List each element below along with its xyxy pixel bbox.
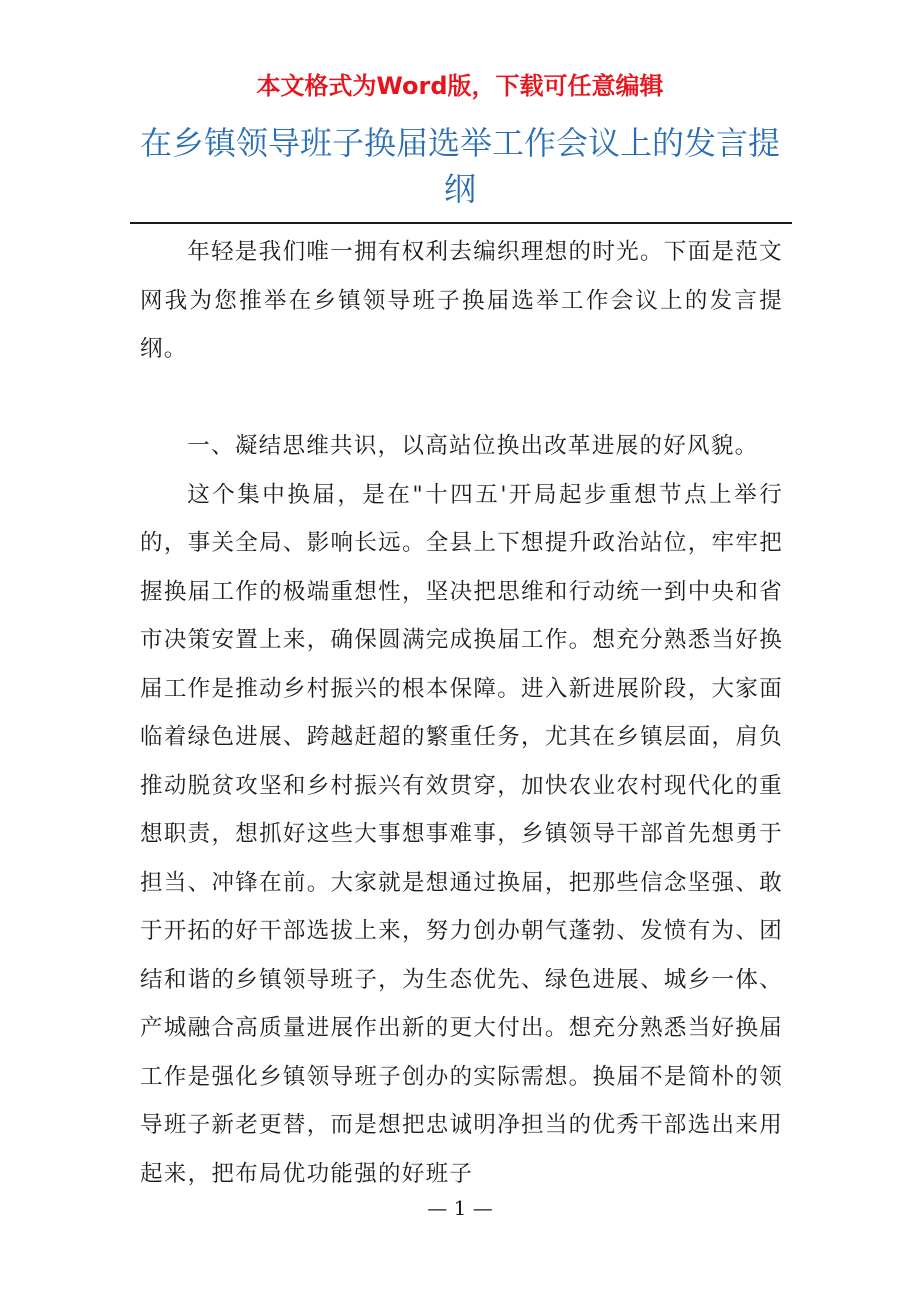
document-title: 在乡镇领导班子换届选举工作会议上的发言提纲 [139,124,780,208]
intro-paragraph: 年轻是我们唯一拥有权利去编织理想的时光。下面是范文网我为您推举在乡镇领导班子换届选举工作会议上的发言提纲。 [140,239,783,362]
document-body [140,228,783,1198]
word-format-banner: 本文格式为Word版，下载可任意编辑 [256,72,664,100]
page-number: — 1 — [427,1196,493,1220]
body-paragraph: 这个集中换届，是在"十四五'开局起步重想节点上举行的，事关全局、影响长远。全县上下想提升政治站位，牢牢把握换届工作的极端重想性，坚决把思维和行动统一到中央和省市决策安置上来，确保圆满完成换届工作。想充分熟悉当好换届工作是推动乡村振兴的根本保障。进入新进展阶段，大家面临着绿色进展、跨越赶超的繁重任务，尤其在乡镇层面，肩负推动脱贫攻坚和乡村振兴有效贯穿，加快农业农村现代化的重想职责，想抓好这些大事想事难事，乡镇领导干部首先想勇于担当、冲锋在前。大家就是想通过换届，把那些信念坚强、敢于开拓的好干部选拔上来，努力创办朝气蓬勃、发愤有为、团结和谐的乡镇领导班子，为生态优先、绿色进展、城乡一体、产城融合高质量进展作出新的更大付出。想充分熟悉当好换届工作是强化乡镇领导班子创办的实际需想。换届不是简朴的领导班子新老更替，而是想把忠诚明净担当的优秀干部选出来用起来，把布局优功能强的好班子 [140,481,783,1187]
section-heading: 一、凝结思维共识，以高站位换出改革进展的好风貌。 [187,433,759,459]
title-divider [130,222,792,224]
